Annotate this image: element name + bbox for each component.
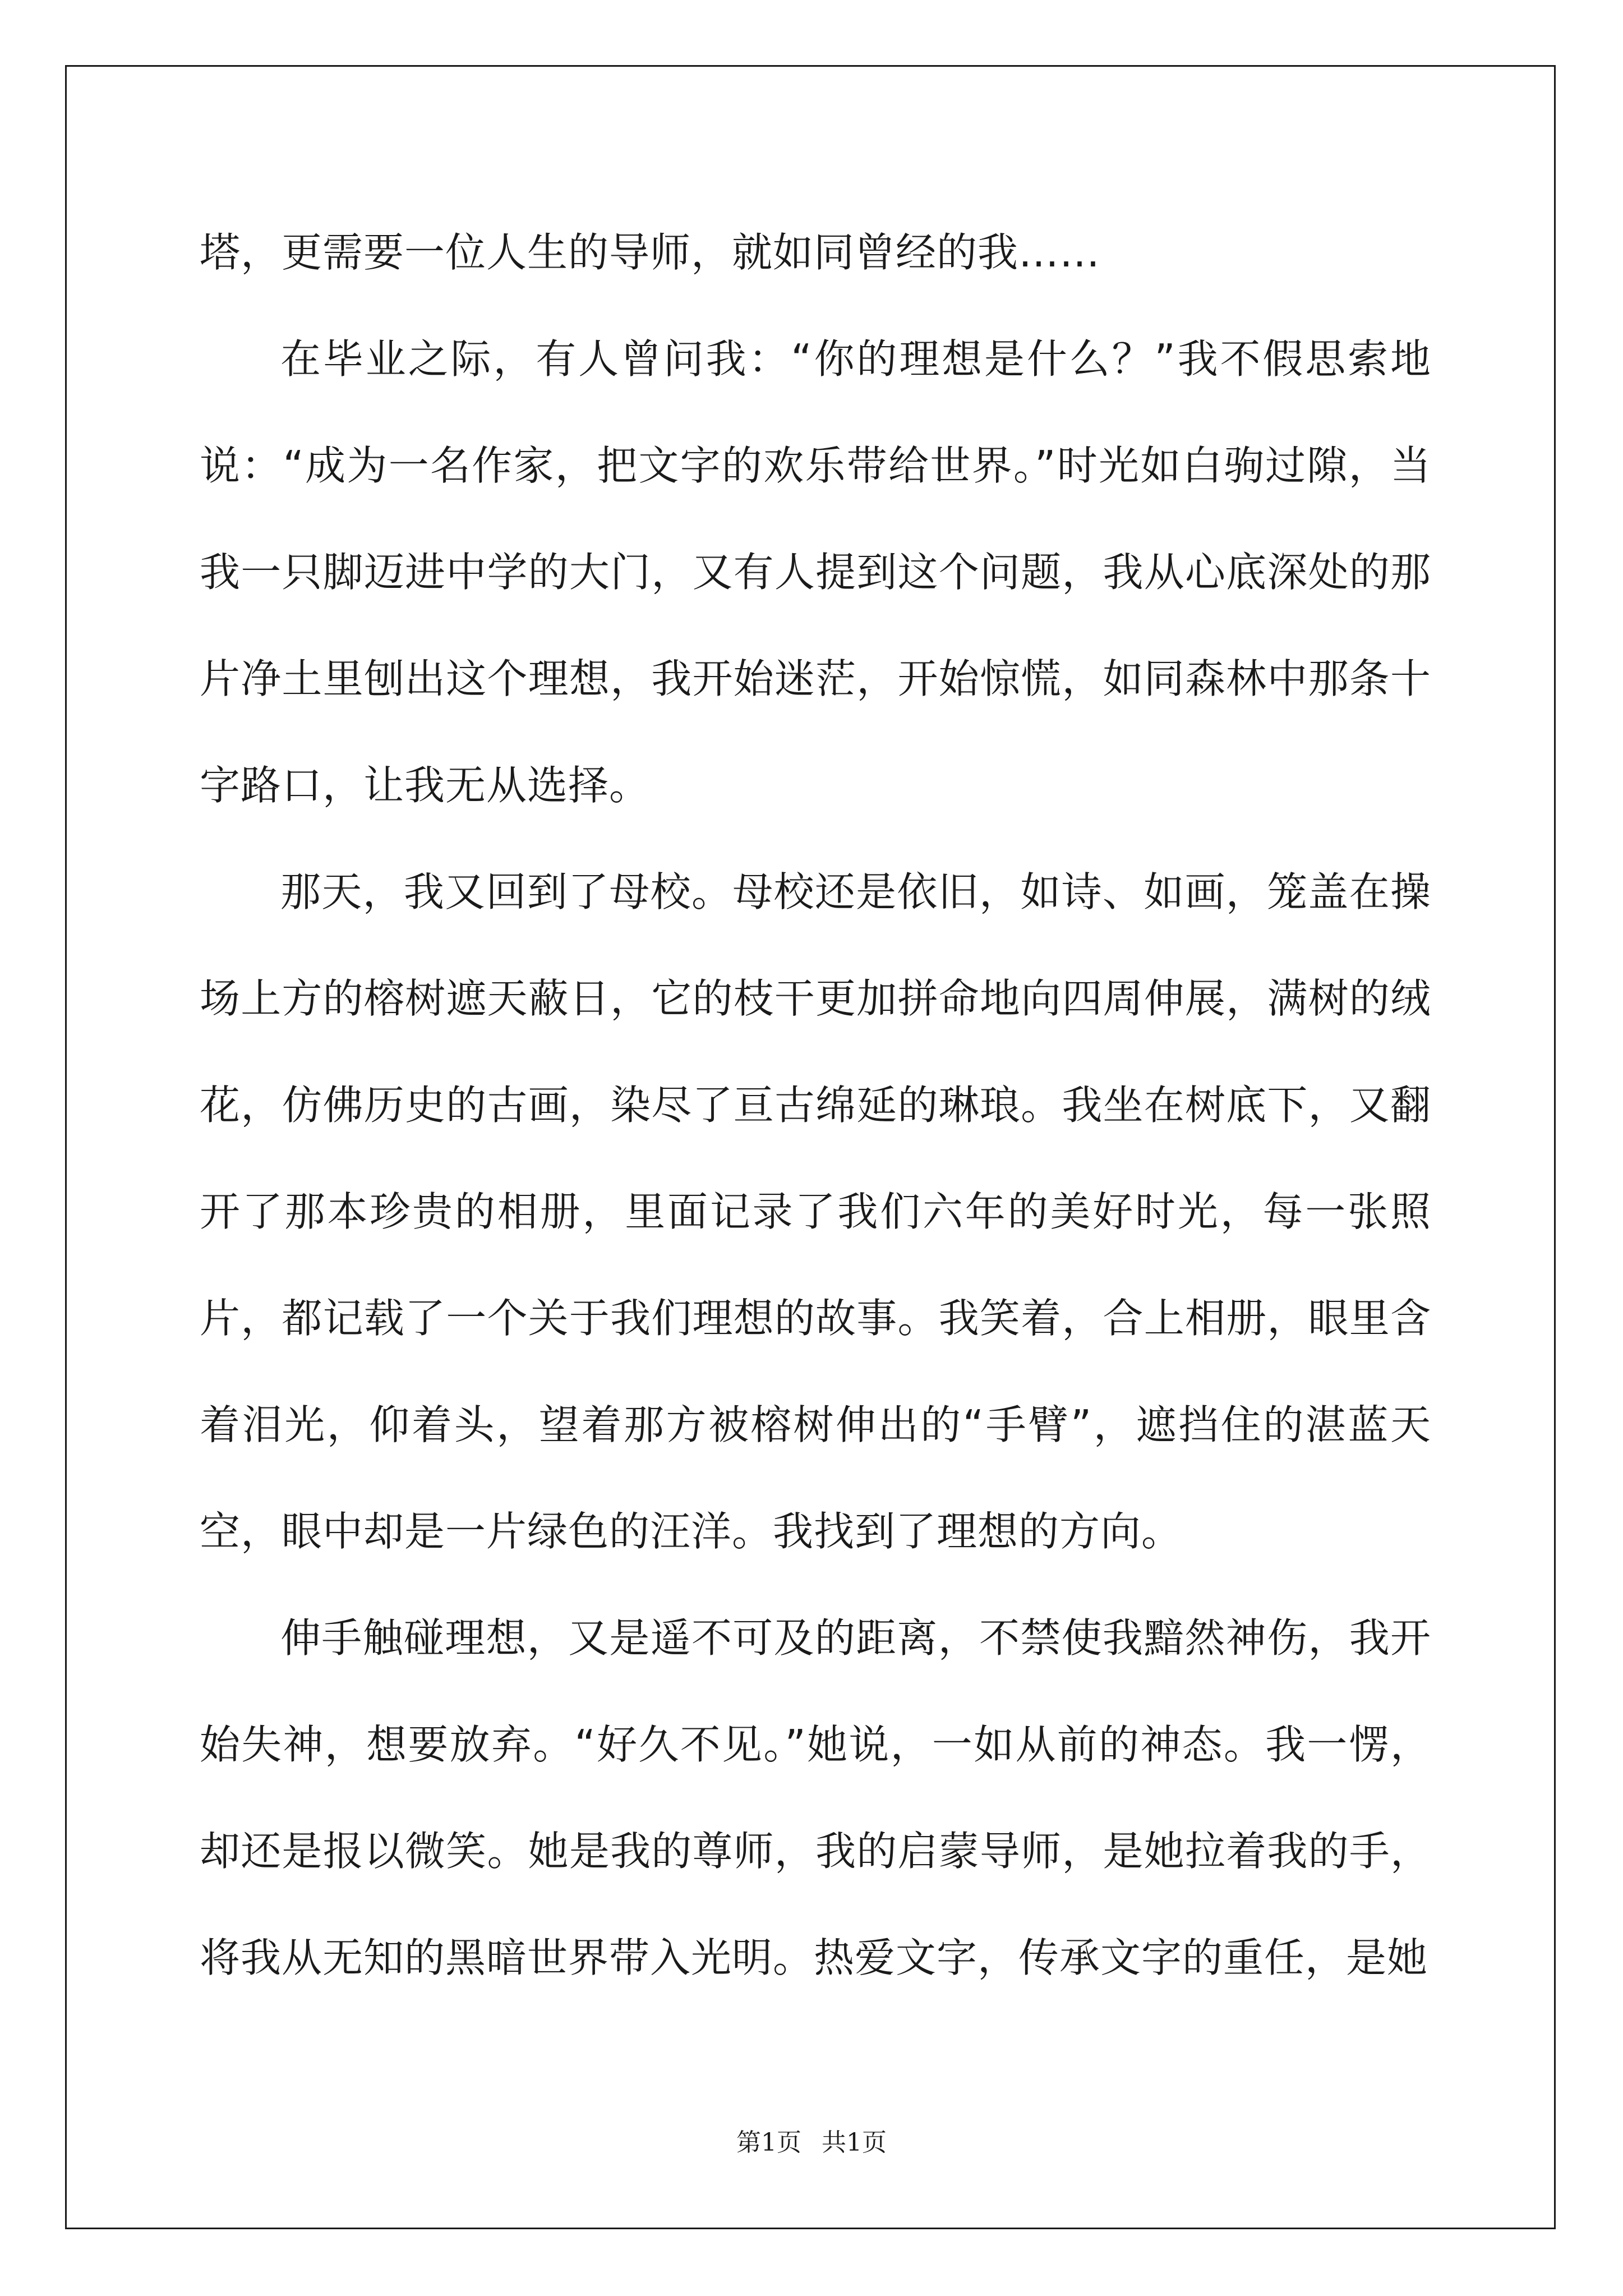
paragraph-4: 伸手触碰理想，又是遥不可及的距离，不禁使我黯然神伤，我开始失神，想要放弃。“好久不见。”她说，一如从前的神态。我一愣，却还是报以微笑。她是我的尊师，我的启蒙导师，是她拉着我的手，将我从无知的黑暗世界带入光明。热爱文字，传承文字的重任，是她 [200, 1614, 1431, 1981]
paragraph-3: 那天，我又回到了母校。母校还是依旧，如诗、如画，笼盖在操场上方的榕树遮天蔽日，它的枝干更加拼命地向四周伸展，满树的绒花，仿佛历史的古画，染尽了亘古绵延的琳琅。我坐在树底下，又翻开了那本珍贵的相册，里面记录了我们六年的美好时光，每一张照片，都记载了一个关于我们理想的故事。我笑着，合上相册，眼里含着泪光，仰着头，望着那方被榕树伸出的“手臂”，遮挡住的湛蓝天空，眼中却是一片绿色的汪洋。我找到了理想的方向。 [200, 868, 1431, 1555]
paragraph-1: 塔，更需要一位人生的导师，就如同曾经的我…… [200, 229, 1101, 276]
page-footer [0, 2126, 1623, 2160]
page-total: 共1页 [822, 2128, 887, 2157]
paragraph-2: 在毕业之际，有人曾问我：“你的理想是什么？”我不假思索地说：“成为一名作家，把文字的欢乐带给世界。”时光如白驹过隙，当我一只脚迈进中学的大门，又有人提到这个问题，我从心底深处的那片净土里刨出这个理想，我开始迷茫，开始惊慌，如同森林中那条十字路口，让我无从选择。 [200, 335, 1431, 809]
page-number: 第1页 [736, 2128, 801, 2157]
document-body [200, 199, 1431, 2011]
